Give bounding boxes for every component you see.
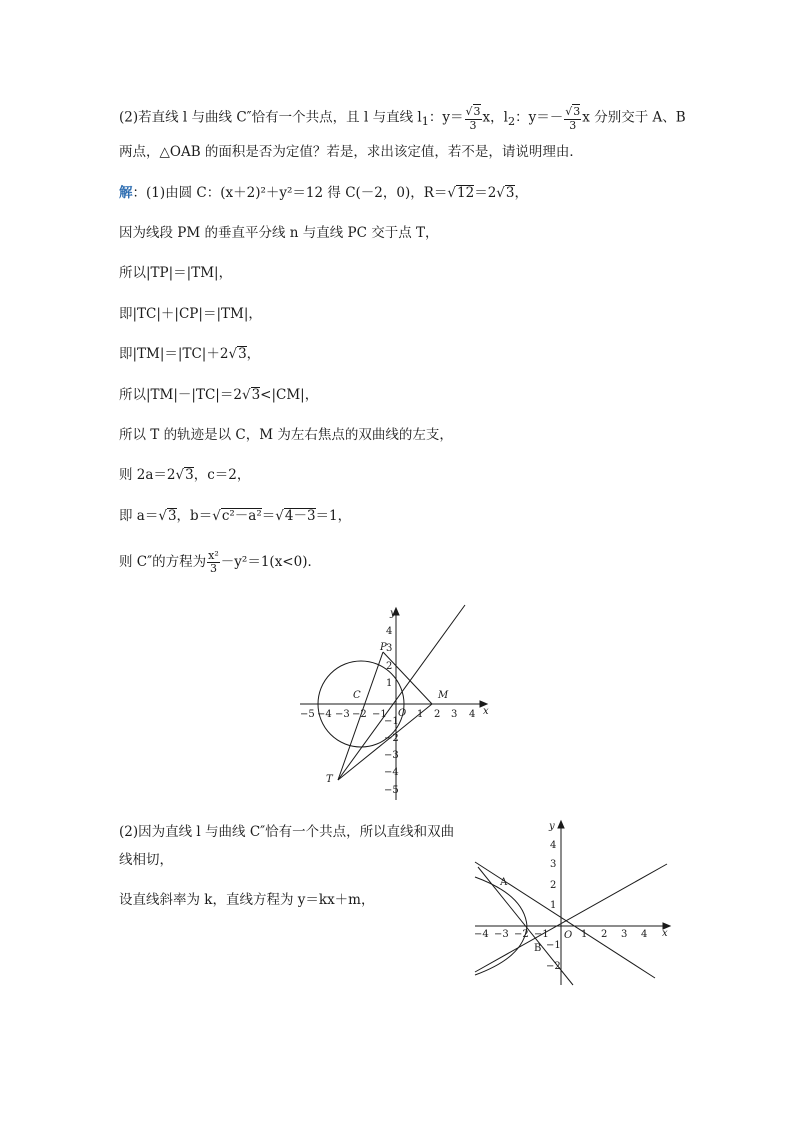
- y-tick: 1: [550, 900, 557, 911]
- solution-line8: 则 2a＝2√3，c＝2，: [119, 467, 251, 483]
- y-axis-label: y: [390, 608, 396, 619]
- q-sub: 1: [421, 115, 429, 129]
- y-tick: −2: [546, 961, 561, 972]
- x-axis-label: x: [662, 928, 668, 939]
- point-label-b: B: [534, 943, 542, 954]
- x-tick: −5: [300, 709, 315, 720]
- y-tick: −1: [384, 716, 399, 727]
- x-tick: −3: [335, 709, 350, 720]
- y-tick: −3: [384, 750, 399, 761]
- sol-text: 即 a＝: [119, 508, 159, 524]
- sol-text: 所以|TM|－|TC|＝2: [119, 387, 242, 403]
- solution-line9: 即 a＝√3，b＝√c²－a²＝√4－3＝1，: [119, 508, 352, 524]
- x-tick: 3: [451, 709, 458, 720]
- x-tick: −2: [514, 929, 529, 940]
- x-tick: 1: [417, 709, 424, 720]
- point-label-m: M: [438, 690, 449, 701]
- x-tick: 2: [601, 929, 608, 940]
- numerator: x²: [208, 549, 219, 562]
- denominator: 3: [209, 562, 217, 575]
- q-text: (2)若直线 l 与曲线 C″恰有一个共点，且 l 与直线 l: [119, 109, 422, 126]
- sol-text: ＝2: [474, 185, 497, 201]
- solution-line1: 解：(1)由圆 C：(x＋2)²＋y²＝12 得 C(－2，0)，R＝√12＝2√3，: [119, 185, 528, 201]
- sol-text: ，c＝2，: [193, 467, 251, 483]
- solution-line7: 所以 T 的轨迹是以 C，M 为左右焦点的双曲线的左支，: [119, 427, 453, 443]
- y-tick: −5: [384, 785, 399, 796]
- figure-circle-hyperbola: [295, 600, 500, 805]
- solution-part2-line2: 线相切，: [119, 852, 173, 868]
- x-tick: −1: [372, 709, 387, 720]
- radicand: 3: [505, 185, 515, 201]
- x-tick: 4: [469, 709, 476, 720]
- solution-line6: 所以|TM|－|TC|＝2√3<|CM|，: [119, 387, 319, 403]
- x-tick: −1: [534, 929, 549, 940]
- y-tick: 4: [386, 626, 393, 637]
- x-tick: 1: [581, 929, 588, 940]
- x-tick: 4: [641, 929, 648, 940]
- denominator: 3: [569, 119, 577, 132]
- solution-line5: 即|TM|＝|TC|＋2√3，: [119, 346, 261, 362]
- q-text: ：y＝: [428, 109, 464, 126]
- radicand: 3: [573, 105, 581, 118]
- radicand: 3: [473, 105, 481, 118]
- radicand: 4－3: [284, 508, 316, 524]
- radicand: 3: [251, 387, 261, 403]
- point-label-p: P: [380, 642, 387, 653]
- x-tick: −3: [494, 929, 509, 940]
- x-tick: −2: [352, 709, 367, 720]
- y-tick: 2: [386, 661, 393, 672]
- q-text: x 分别交于 A、B: [582, 109, 686, 126]
- sol-text: ＝1，: [315, 508, 352, 524]
- q-sub: 2: [507, 115, 516, 129]
- sol-text: ，: [246, 346, 261, 362]
- question-part2-line1: [119, 104, 686, 132]
- radicand: 3: [167, 508, 177, 524]
- y-axis-arrow: [558, 821, 564, 828]
- fraction-sqrt3-over-3: $\frac{√3}{3}$: [465, 105, 481, 132]
- sol-text: ，b＝: [176, 508, 213, 524]
- sol-text: <|CM|，: [260, 387, 319, 403]
- x-axis-label: x: [483, 706, 489, 717]
- radicand: 12: [457, 185, 475, 201]
- solution-part2-line3: 设直线斜率为 k，直线方程为 y＝kx＋m，: [119, 892, 375, 908]
- fraction-x2-over-3: [207, 550, 220, 575]
- sol-text: ，: [514, 185, 528, 201]
- q-text: ：y＝－: [515, 109, 564, 126]
- x-tick: 3: [621, 929, 628, 940]
- solution-line3: 所以|TP|＝|TM|，: [119, 265, 233, 281]
- x-tick: 2: [434, 709, 441, 720]
- question-part2-line2: 两点，△OAB 的面积是否为定值？若是，求出该定值，若不是，请说明理由．: [119, 144, 583, 160]
- y-axis-label: y: [549, 821, 555, 832]
- sol-text: ：(1)由圆 C：(x＋2)²＋y²＝12 得 C(－2，0)，R＝: [132, 185, 448, 201]
- sol-text: 则 2a＝2: [119, 467, 176, 483]
- solution-line4: 即|TC|＋|CP|＝|TM|，: [119, 306, 262, 322]
- solution-line2: 因为线段 PM 的垂直平分线 n 与直线 PC 交于点 T，: [119, 225, 439, 241]
- point-label-t: T: [326, 774, 333, 785]
- y-tick: 3: [386, 643, 393, 654]
- radicand: c²－a²: [221, 508, 262, 524]
- sol-text: －y²＝1(x<0)．: [220, 554, 321, 570]
- y-tick: 2: [550, 880, 557, 891]
- sol-text: 则 C″的方程为: [119, 554, 207, 570]
- point-label-c: C: [353, 690, 361, 701]
- figure-hyperbola-tangent: [470, 815, 675, 990]
- origin-label: O: [564, 930, 573, 941]
- y-tick: 4: [550, 840, 557, 851]
- solution-label: 解: [119, 185, 133, 201]
- denominator: 3: [469, 119, 477, 132]
- radicand: 3: [238, 346, 247, 362]
- sol-text: 即|TM|＝|TC|＋2: [119, 346, 229, 362]
- x-tick: −4: [474, 929, 489, 940]
- y-tick: 1: [386, 678, 393, 689]
- fraction-sqrt3-over-3: $\frac{√3}{3}$: [565, 105, 581, 132]
- sol-text: ＝: [261, 508, 276, 524]
- y-tick: −1: [546, 940, 561, 951]
- solution-line10: [119, 550, 321, 575]
- point-label-a: A: [500, 877, 508, 888]
- y-tick: 3: [550, 859, 557, 870]
- radicand: 3: [185, 467, 194, 483]
- q-text: x，l: [482, 109, 508, 126]
- y-tick: −4: [384, 767, 399, 778]
- solution-part2-line1: (2)因为直线 l 与曲线 C″恰有一个共点，所以直线和双曲: [119, 824, 455, 840]
- x-tick: −4: [317, 709, 332, 720]
- y-tick: −2: [384, 733, 399, 744]
- origin-label: O: [398, 708, 407, 719]
